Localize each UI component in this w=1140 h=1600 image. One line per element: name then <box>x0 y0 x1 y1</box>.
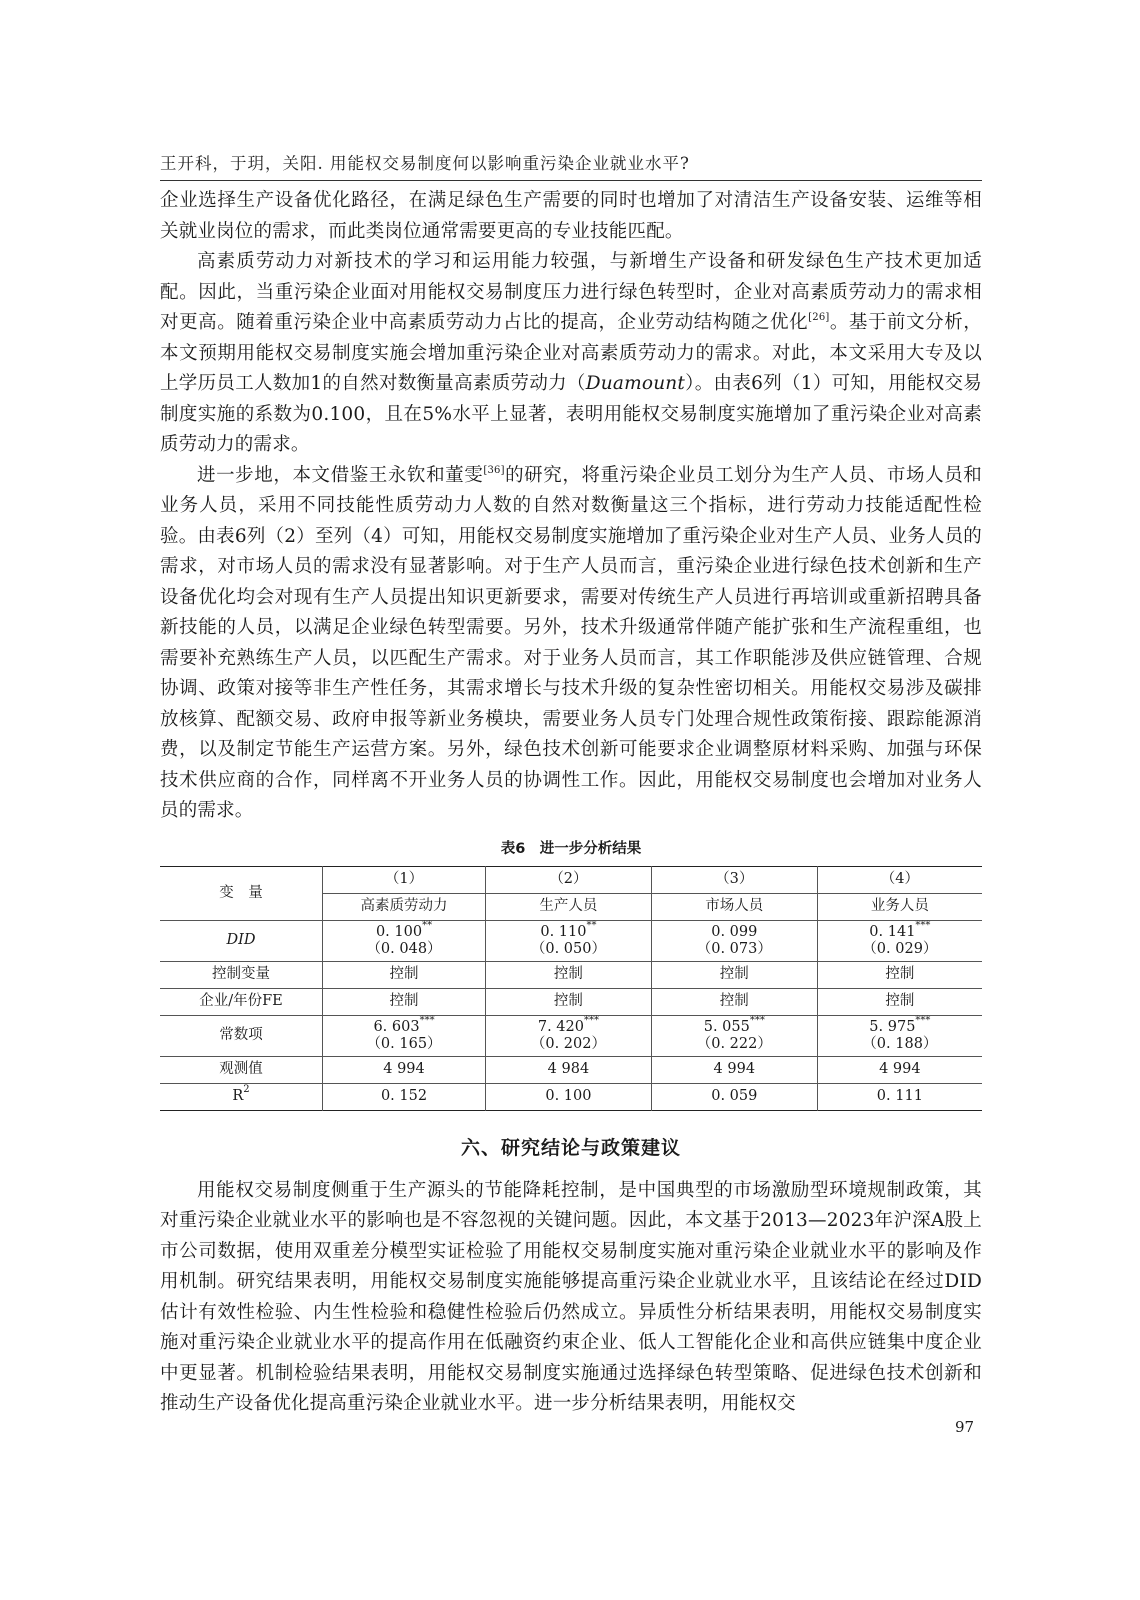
col-name-4: 业务人员 <box>817 893 982 920</box>
controls-cell-4: 控制 <box>817 961 982 988</box>
significance-stars: ** <box>586 919 597 931</box>
const-coef: 5. 055 <box>703 1018 750 1035</box>
col-number-3: （3） <box>651 866 817 893</box>
citation-36: [36] <box>483 464 505 476</box>
const-se: （0. 165） <box>366 1035 442 1052</box>
const-cell-1 <box>323 1015 486 1056</box>
paragraph-2-part-b: 。基于前文分析，本文预期用能权交易制度实施会增加重污染企业对高素质劳动力的需求。对此，本文采用大专及以上学历员工人数加1的自然对数衡量高素质劳动力（ <box>160 312 982 394</box>
const-cell-3 <box>651 1015 817 1056</box>
row-label-fe: 企业/年份FE <box>160 988 323 1015</box>
fe-cell-1: 控制 <box>323 988 486 1015</box>
did-cell-1 <box>323 920 486 961</box>
const-coef: 5. 975 <box>869 1018 916 1035</box>
did-coef: 0. 099 <box>711 923 758 940</box>
variable-header: 变 量 <box>160 866 323 920</box>
did-cell-4 <box>817 920 982 961</box>
paragraph-1: 企业选择生产设备优化路径，在满足绿色生产需要的同时也增加了对清洁生产设备安装、运维等相关就业岗位的需求，而此类岗位通常需要更高的专业技能匹配。 <box>160 190 982 242</box>
did-cell-3 <box>651 920 817 961</box>
r2-label: R <box>232 1088 244 1104</box>
col-number-2: （2） <box>486 866 652 893</box>
significance-stars: *** <box>583 1014 599 1026</box>
did-se: （0. 029） <box>862 940 938 957</box>
paragraph-2 <box>160 247 982 461</box>
const-coef: 6. 603 <box>373 1018 420 1035</box>
table-row <box>160 1015 982 1056</box>
obs-cell-4: 4 994 <box>817 1056 982 1083</box>
paragraph-4: 用能权交易制度侧重于生产源头的节能降耗控制，是中国典型的市场激励型环境规制政策，其对重污染企业就业水平的影响也是不容忽视的关键问题。因此，本文基于2013—2023年沪深A股上市公司数据，使用双重差分模型实证检验了用能权交易制度实施对重污染企业就业水平的影响及作用机制。研究结果表明，用能权交易制度实施能够提高重污染企业就业水平，且该结论在经过DID估计有效性检验、内生性检验和稳健性检验后仍然成立。异质性分析结果表明，用能权交易制度实施对重污染企业就业水平的提高作用在低融资约束企业、低人工智能化企业和高供应链集中度企业中更显著。机制检验结果表明，用能权交易制度实施通过选择绿色转型策略、促进绿色技术创新和推动生产设备优化提高重污染企业就业水平。进一步分析结果表明，用能权交 <box>160 1179 982 1414</box>
paragraph-2-part-a: 高素质劳动力对新技术的学习和运用能力较强，与新增生产设备和研发绿色生产技术更加适配。因此，当重污染企业面对用能权交易制度压力进行绿色转型时，企业对高素质劳动力的需求相对更高。随着重污染企业中高素质劳动力占比的提高，企业劳动结构随之优化 <box>160 251 982 333</box>
paragraph-3-part-b: 的研究，将重污染企业员工划分为生产人员、市场人员和业务人员，采用不同技能性质劳动力人数的自然对数衡量这三个指标，进行劳动力技能适配性检验。由表6列（2）至列（4）可知，用能权交易制度实施增加了重污染企业对生产人员、业务人员的需求，对市场人员的需求没有显著影响。对于生产人员而言，重污染企业进行绿色技术创新和生产设备优化均会对现有生产人员提出知识更新要求，需要对传统生产人员进行再培训或重新招聘具备新技能的人员，以满足企业绿色转型需要。另外，技术升级通常伴随产能扩张和生产流程重组，也需要补充熟练生产人员，以匹配生产需求。对于业务人员而言，其工作职能涉及供应链管理、合规协调、政策对接等非生产性任务，其需求增长与技术升级的复杂性密切相关。用能权交易涉及碳排放核算、配额交易、政府申报等新业务模块，需要业务人员专门处理合规性政策衔接、跟踪能源消费，以及制定节能生产运营方案。另外，绿色技术创新可能要求企业调整原材料采购、加强与环保技术供应商的合作，同样离不开业务人员的协调性工作。因此，用能权交易制度也会增加对业务人员的需求。 <box>160 464 982 821</box>
variable-duamount: Duamount <box>585 373 686 394</box>
running-head: 王开科，于玥，关阳. 用能权交易制度何以影响重污染企业就业水平? <box>160 150 982 181</box>
table-row <box>160 920 982 961</box>
const-se: （0. 222） <box>696 1035 772 1052</box>
obs-cell-3: 4 994 <box>651 1056 817 1083</box>
const-se: （0. 202） <box>530 1035 606 1052</box>
r2-superscript: 2 <box>243 1084 250 1095</box>
paragraph-3-part-a: 进一步地，本文借鉴王永钦和董雯 <box>197 464 484 486</box>
page-number: 97 <box>955 1418 975 1436</box>
r2-cell-1: 0. 152 <box>323 1083 486 1110</box>
row-label-did <box>160 920 323 961</box>
did-se: （0. 073） <box>696 940 772 957</box>
col-number-4: （4） <box>817 866 982 893</box>
did-coef: 0. 100 <box>375 923 423 940</box>
fe-cell-3: 控制 <box>651 988 817 1015</box>
did-coef: 0. 141 <box>869 923 916 940</box>
col-name-1: 高素质劳动力 <box>323 893 486 920</box>
table-row <box>160 961 982 988</box>
did-cell-2 <box>486 920 652 961</box>
row-label-r2 <box>160 1083 323 1110</box>
const-coef: 7. 420 <box>537 1018 584 1035</box>
const-cell-2 <box>486 1015 652 1056</box>
controls-cell-1: 控制 <box>323 961 486 988</box>
r2-cell-4: 0. 111 <box>817 1083 982 1110</box>
significance-stars: *** <box>749 1014 765 1026</box>
table-caption: 表6 进一步分析结果 <box>500 840 642 857</box>
paragraph-3 <box>160 461 982 827</box>
row-label-controls: 控制变量 <box>160 961 323 988</box>
col-number-1: （1） <box>323 866 486 893</box>
r2-cell-3: 0. 059 <box>651 1083 817 1110</box>
significance-stars: *** <box>915 919 931 931</box>
table-header-row-1 <box>160 866 982 893</box>
did-coef: 0. 110 <box>540 923 587 940</box>
const-cell-4 <box>817 1015 982 1056</box>
table-row <box>160 1056 982 1083</box>
row-label-constant: 常数项 <box>160 1015 323 1056</box>
did-label: DID <box>226 932 256 948</box>
significance-stars: *** <box>915 1014 931 1026</box>
fe-cell-4: 控制 <box>817 988 982 1015</box>
significance-stars: *** <box>419 1014 435 1026</box>
table-row <box>160 1083 982 1110</box>
obs-cell-1: 4 994 <box>323 1056 486 1083</box>
paragraph-2-part-c: ）。由表6列（1）可知，用能权交易制度实施的系数为0.100，且在5%水平上显著，表明用能权交易制度实施增加了重污染企业对高素质劳动力的需求。 <box>160 373 982 455</box>
r2-cell-2: 0. 100 <box>486 1083 652 1110</box>
obs-cell-2: 4 984 <box>486 1056 652 1083</box>
col-name-2: 生产人员 <box>486 893 652 920</box>
controls-cell-3: 控制 <box>651 961 817 988</box>
citation-26: [26] <box>808 312 830 323</box>
const-se: （0. 188） <box>862 1035 938 1052</box>
col-name-3: 市场人员 <box>651 893 817 920</box>
row-label-observations: 观测值 <box>160 1056 323 1083</box>
body-text <box>160 186 982 1420</box>
did-se: （0. 048） <box>366 940 442 957</box>
table-row <box>160 988 982 1015</box>
did-se: （0. 050） <box>530 940 606 957</box>
results-table <box>160 866 982 1111</box>
significance-stars: ** <box>422 919 433 931</box>
fe-cell-2: 控制 <box>486 988 652 1015</box>
section-title: 六、研究结论与政策建议 <box>460 1136 681 1159</box>
controls-cell-2: 控制 <box>486 961 652 988</box>
